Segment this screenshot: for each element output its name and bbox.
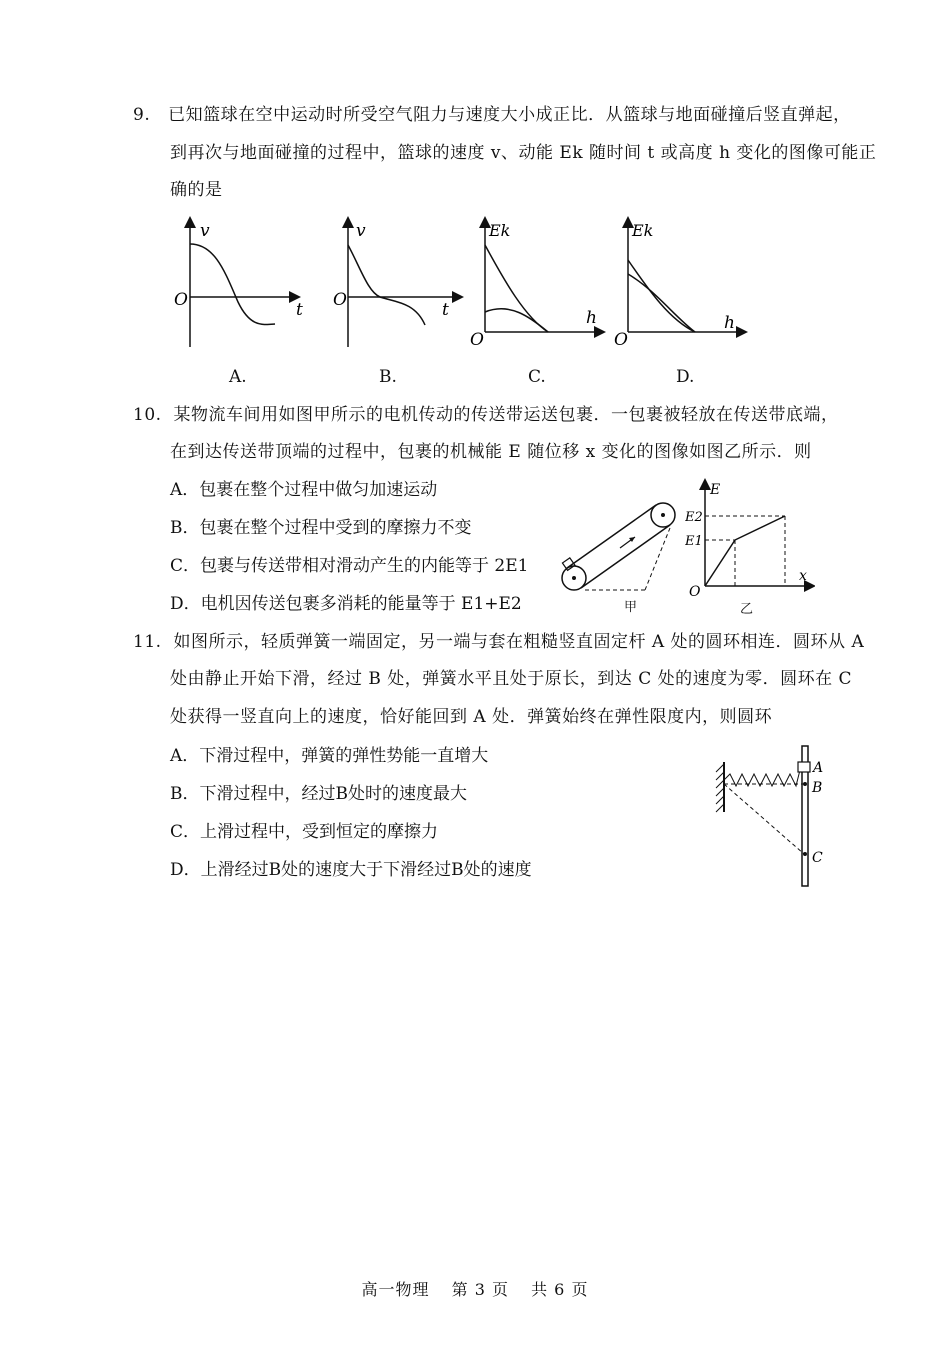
q11-stem-1: 如图所示，轻质弹簧一端固定，另一端与套在粗糙竖直固定杆 A 处的圆环相连．圆环从 A [173,632,865,652]
energy-graph-e2: E2 [685,510,703,525]
q9-stem-2: 到再次与地面碰撞的过程中，篮球的速度 v、动能 Ek 随时间 t 或高度 h 变化的图像可能正 [170,143,877,163]
fig-yi-label: 乙 [740,602,754,617]
graph-d-xlabel: h [724,313,735,333]
q11-option-d: D．上滑经过B处的速度大于下滑经过B处的速度 [170,860,532,880]
q11-option-b: B．下滑过程中，经过B处时的速度最大 [170,784,467,804]
q9-caption-d: D. [676,367,695,387]
fig-jia-label: 甲 [624,600,638,615]
graph-d [614,221,742,350]
q10-stem-1: 某物流车间用如图甲所示的电机传动的传送带运送包裹．一包裹被轻放在传送带底端， [173,405,839,425]
q10-option-a: A．包裹在整个过程中做匀加速运动 [170,480,438,500]
spring-rod-figure [712,742,832,892]
graph-a [174,221,303,347]
point-b-label: B [812,780,823,796]
q10-option-d: D．电机因传送包裹多消耗的能量等于 E1+E2 [170,594,522,614]
q10-option-c: C．包裹与传送带相对滑动产生的内能等于 2E1 [170,556,529,576]
graph-d-ylabel: Ek [632,221,654,240]
q11-option-c: C．上滑过程中，受到恒定的摩擦力 [170,822,439,842]
graph-d-origin: O [614,330,628,350]
page-footer [0,1277,950,1300]
q9-caption-a: A. [229,367,247,387]
energy-graph-ylabel: E [710,482,721,498]
graph-b-ylabel: v [356,221,366,241]
q10-number: 10. [133,405,162,425]
energy-graph-origin: O [689,584,701,598]
footer-total: 共 6 页 [531,1280,589,1299]
graph-c-origin: O [470,330,484,350]
q9-stem-1: 已知篮球在空中运动时所受空气阻力与速度大小成正比．从篮球与地面碰撞后竖直弹起， [168,105,851,125]
q9-number: 9. [133,105,151,125]
energy-graph [685,478,815,598]
footer-page: 第 3 页 [451,1280,509,1299]
q11-line-1 [133,631,864,653]
q11-option-a: A．下滑过程中，弹簧的弹性势能一直增大 [170,746,489,766]
q9-caption-b: B. [379,367,397,387]
q9-graphs [0,212,950,392]
point-a-label: A [813,760,824,776]
q9-caption-c: C. [528,367,546,387]
q11-stem-3: 处获得一竖直向上的速度，恰好能回到 A 处．弹簧始终在弹性限度内，则圆环 [170,707,773,727]
graph-a-xlabel: t [296,300,303,320]
graph-c-xlabel: h [586,308,597,328]
q11-number: 11. [133,632,162,652]
q10-stem-2: 在到达传送带顶端的过程中，包裹的机械能 E 随位移 x 变化的图像如图乙所示．则 [170,442,812,462]
q10-line-1 [133,404,838,426]
energy-graph-xlabel: x [799,568,807,584]
graph-b [333,221,458,347]
point-c-label: C [812,850,823,866]
graph-c-ylabel: Ek [489,221,511,240]
graph-a-origin: O [174,290,188,310]
graph-a-ylabel: v [200,221,210,241]
q11-stem-2: 处由静止开始下滑，经过 B 处，弹簧水平且处于原长，到达 C 处的速度为零．圆环在 C [170,669,853,689]
q9-stem-3: 确的是 [170,180,223,200]
graph-b-xlabel: t [442,300,449,320]
q9-line-1 [133,104,851,126]
energy-graph-e1: E1 [685,534,703,549]
footer-subject: 高一物理 [361,1280,430,1299]
q10-option-b: B．包裹在整个过程中受到的摩擦力不变 [170,518,472,538]
conveyor-figure [555,490,685,610]
graph-b-origin: O [333,290,347,310]
graph-c [470,221,600,350]
